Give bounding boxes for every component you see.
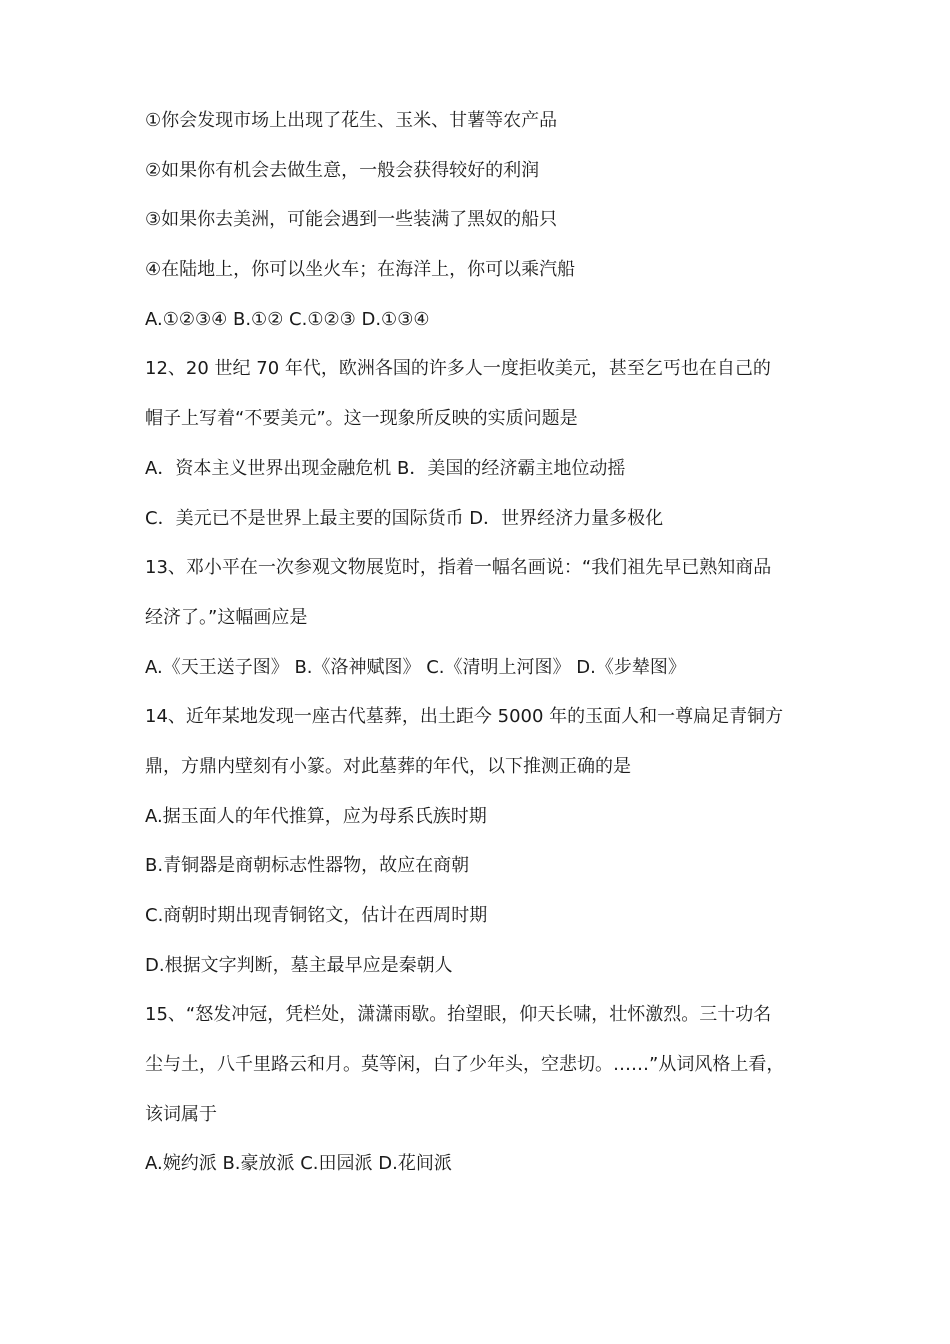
question-11-statement-4: ④在陆地上，你可以坐火车；在海洋上，你可以乘汽船 [145, 259, 576, 281]
question-14-option-b: B.青铜器是商朝标志性器物，故应在商朝 [145, 855, 470, 877]
question-14-option-a: A.据玉面人的年代推算，应为母系氏族时期 [145, 805, 487, 827]
document-body [145, 100, 815, 1193]
question-13-stem-line-2: 经济了。”这幅画应是 [145, 606, 308, 628]
question-12-stem-line-1: 12、20 世纪 70 年代，欧洲各国的许多人一度拒收美元，甚至乞丐也在自己的 [145, 358, 771, 380]
question-15-stem-line-2: 尘与土，八千里路云和月。莫等闲，白了少年头，空悲切。……”从词风格上看， [145, 1054, 785, 1076]
question-12-options-line-2: C．美元已不是世界上最主要的国际货币 D．世界经济力量多极化 [145, 507, 664, 529]
question-13-options: A.《天王送子图》 B.《洛神赋图》 C.《清明上河图》 D.《步辇图》 [145, 656, 686, 678]
question-14-stem-line-1: 14、近年某地发现一座古代墓葬，出土距今 5000 年的玉面人和一尊扁足青铜方 [145, 706, 784, 728]
question-15-stem-line-3: 该词属于 [145, 1103, 217, 1125]
question-14-option-d: D.根据文字判断，墓主最早应是秦朝人 [145, 954, 453, 976]
question-12-stem-line-2: 帽子上写着“不要美元”。这一现象所反映的实质问题是 [145, 408, 578, 430]
question-14-option-c: C.商朝时期出现青铜铭文，估计在西周时期 [145, 905, 488, 926]
question-11-statement-3: ③如果你去美洲，可能会遇到一些装满了黑奴的船只 [145, 209, 558, 231]
question-11-statement-2: ②如果你有机会去做生意，一般会获得较好的利润 [145, 159, 540, 181]
question-14-stem-line-2: 鼎，方鼎内壁刻有小篆。对此墓葬的年代，以下推测正确的是 [145, 755, 631, 777]
question-11-options: A.①②③④ B.①② C.①②③ D.①③④ [145, 308, 430, 330]
question-15-stem-line-1: 15、“怒发冲冠，凭栏处，潇潇雨歇。抬望眼，仰天长啸，壮怀激烈。三十功名 [145, 1004, 772, 1026]
question-13-stem-line-1: 13、邓小平在一次参观文物展览时，指着一幅名画说：“我们祖先早已熟知商品 [145, 557, 772, 579]
question-12-options-line-1: A．资本主义世界出现金融危机 B．美国的经济霸主地位动摇 [145, 457, 626, 479]
question-15-options: A.婉约派 B.豪放派 C.田园派 D.花间派 [145, 1153, 452, 1175]
question-11-statement-1: ①你会发现市场上出现了花生、玉米、甘薯等农产品 [145, 110, 558, 131]
